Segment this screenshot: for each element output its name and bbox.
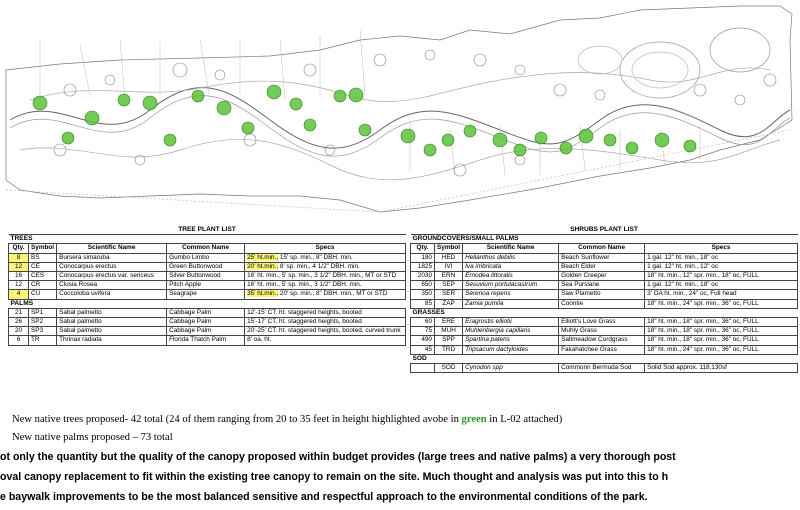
- section-label: TREES: [9, 235, 406, 244]
- table-title-row: [9, 226, 406, 235]
- qty-cell: 26: [9, 318, 29, 327]
- qty-cell: 20: [9, 327, 29, 336]
- height-highlight: 20' ht.min.,: [247, 262, 279, 270]
- table-row: [411, 290, 798, 299]
- column-header: Symbol: [29, 244, 57, 253]
- symbol-cell: TR: [29, 336, 57, 345]
- scientific-name-cell: Coccoloba uvifera: [57, 290, 167, 299]
- specs-cell: 35' ht.min., 20' sp. min., 8" DBH. min., MT or STD: [245, 290, 406, 299]
- qty-cell: 12: [9, 281, 29, 290]
- scientific-name-cell: Tripsacum dactyloides: [463, 345, 559, 354]
- symbol-cell: CR: [29, 281, 57, 290]
- qty-cell: 180: [411, 253, 435, 262]
- table-title-row: [411, 226, 798, 235]
- table-row: [411, 318, 798, 327]
- table-row: [9, 336, 406, 345]
- table-row: [9, 327, 406, 336]
- column-header: Scientific Name: [463, 244, 559, 253]
- common-name-cell: Sea Purslane: [559, 281, 645, 290]
- symbol-cell: SP2: [29, 318, 57, 327]
- table-row: [411, 272, 798, 281]
- qty-cell: 85: [411, 299, 435, 308]
- scientific-name-cell: Conocarpus erectus: [57, 262, 167, 271]
- shrubs-plant-list-table: [410, 226, 798, 373]
- specs-cell: 3' OA ht. min., 24" oc, Full head: [645, 290, 798, 299]
- section-row: [9, 299, 406, 308]
- symbol-cell: CU: [29, 290, 57, 299]
- common-name-cell: Muhly Grass: [559, 327, 645, 336]
- symbol-cell: SP1: [29, 308, 57, 317]
- height-highlight: 25' ht.min.,: [247, 253, 279, 261]
- scientific-name-cell: Sabal palmetto: [57, 327, 167, 336]
- qty-cell: 60: [411, 318, 435, 327]
- qty-cell: 21: [9, 308, 29, 317]
- scientific-name-cell: Ernodea littoralis: [463, 272, 559, 281]
- scientific-name-cell: Conocarpus erectus var. sericeus: [57, 272, 167, 281]
- symbol-cell: HED: [435, 253, 463, 262]
- summary-trees-text: New native trees proposed- 42 total (24 of them ranging from 20 to 35 feet in height highlighted avobe in: [12, 414, 462, 425]
- qty-cell: 490: [411, 336, 435, 345]
- scientific-name-cell: Sesuvium portulacastrum: [463, 281, 559, 290]
- symbol-cell: CES: [29, 272, 57, 281]
- table-row: [411, 364, 798, 373]
- tree-plant-list-table: [8, 226, 406, 346]
- specs-cell: 1 gal. 12" ht. min., 18" oc: [645, 253, 798, 262]
- scientific-name-cell: Bursera simaruba: [57, 253, 167, 262]
- scientific-name-cell: Clusia Rosea: [57, 281, 167, 290]
- table-row: [411, 262, 798, 271]
- summary-trees-line: [12, 414, 562, 425]
- section-row: [411, 308, 798, 317]
- symbol-cell: ZAP: [435, 299, 463, 308]
- paragraph-line-2: oval canopy replacement to fit within the existing tree canopy to remain on the site. Much thought and analysis was put into this to h: [0, 471, 669, 483]
- specs-cell: 20'-25' CT. ht. staggered heights, booted, curved trunk: [245, 327, 406, 336]
- section-label: PALMS: [9, 299, 406, 308]
- common-name-cell: Beach Sunflower: [559, 253, 645, 262]
- common-name-cell: Commonn Bermuda Sod: [559, 364, 645, 373]
- table-row: [9, 272, 406, 281]
- specs-cell: 8' oa. ht.: [245, 336, 406, 345]
- scientific-name-cell: Spartina patens: [463, 336, 559, 345]
- symbol-cell: SOD: [435, 364, 463, 373]
- symbol-cell: SEP: [435, 281, 463, 290]
- common-name-cell: Beach Elder: [559, 262, 645, 271]
- table-row: [9, 290, 406, 299]
- section-label: SOD: [411, 354, 798, 363]
- common-name-cell: Cabbage Palm: [167, 308, 245, 317]
- column-header-row: [411, 244, 798, 253]
- qty-cell: 350: [411, 290, 435, 299]
- qty-cell: 8: [9, 253, 29, 262]
- column-header: Symbol: [435, 244, 463, 253]
- symbol-cell: IVI: [435, 262, 463, 271]
- height-highlight: 35' ht.min.,: [247, 290, 279, 298]
- specs-cell: 25' ht.min., 15' sp. min., 8" DBH. min.: [245, 253, 406, 262]
- common-name-cell: Coontie: [559, 299, 645, 308]
- specs-cell: Solid Sod approx. 118,130sf: [645, 364, 798, 373]
- qty-cell: [411, 364, 435, 373]
- qty-cell: 6: [9, 336, 29, 345]
- column-header: Qty.: [411, 244, 435, 253]
- scientific-name-cell: Eragrostis elliotii: [463, 318, 559, 327]
- symbol-cell: MUH: [435, 327, 463, 336]
- common-name-cell: Pitch Apple: [167, 281, 245, 290]
- table-title: TREE PLANT LIST: [178, 226, 236, 233]
- section-row: [9, 235, 406, 244]
- table-row: [9, 308, 406, 317]
- symbol-cell: ERN: [435, 272, 463, 281]
- specs-cell: 18" ht. min., 18" spr. min., 36" oc, FULL: [645, 318, 798, 327]
- qty-cell: 2030: [411, 272, 435, 281]
- symbol-cell: BS: [29, 253, 57, 262]
- qty-cell: 1825: [411, 262, 435, 271]
- table-row: [411, 336, 798, 345]
- column-header-row: [9, 244, 406, 253]
- scientific-name-cell: Helianthus debilis: [463, 253, 559, 262]
- specs-cell: 18" ht. min., 24" spr. min., 36" oc, FULL: [645, 299, 798, 308]
- table-row: [9, 318, 406, 327]
- symbol-cell: SP3: [29, 327, 57, 336]
- scientific-name-cell: Cynodon spp: [463, 364, 559, 373]
- qty-cell: 650: [411, 281, 435, 290]
- common-name-cell: Saw Plametto: [559, 290, 645, 299]
- table-row: [9, 281, 406, 290]
- summary-palms-line: New native palms proposed – 73 total: [12, 432, 173, 443]
- summary-trees-tail: in L-02 attached): [486, 414, 563, 425]
- common-name-cell: Green Buttonwood: [167, 262, 245, 271]
- table-row: [411, 281, 798, 290]
- specs-cell: 1 gal. 12" ht. min., 12" oc: [645, 262, 798, 271]
- common-name-cell: Seagrape: [167, 290, 245, 299]
- paragraph-line-3: e baywalk improvements to be the most balanced sensitive and respectful approach to the environmental conditions of the park.: [0, 491, 648, 503]
- qty-cell: 45: [411, 345, 435, 354]
- specs-cell: 12'-15' CT. ht. staggered heights, booted: [245, 308, 406, 317]
- column-header: Common Name: [559, 244, 645, 253]
- section-label: GRASSES: [411, 308, 798, 317]
- specs-cell: 16' ht. min., 5' sp. min., 3 1/2" DBH. min.: [245, 281, 406, 290]
- column-header: Common Name: [167, 244, 245, 253]
- summary-green-word: green: [461, 414, 487, 425]
- table-row: [9, 253, 406, 262]
- scientific-name-cell: Thrinax radiata: [57, 336, 167, 345]
- table-row: [411, 345, 798, 354]
- scientific-name-cell: Muhlenbergia capillaris: [463, 327, 559, 336]
- site-plan-drawing: [0, 0, 800, 222]
- symbol-cell: SPP: [435, 336, 463, 345]
- common-name-cell: Silver Buttonwood: [167, 272, 245, 281]
- specs-cell: 15'-17' CT. ht. staggered heights, booted: [245, 318, 406, 327]
- specs-cell: 20' ht.min., 8' sp. min., 4 1/2" DBH. min.: [245, 262, 406, 271]
- scientific-name-cell: Sabal palmetto: [57, 308, 167, 317]
- specs-cell: 18" ht. min., 18" spr. min., 36" oc, FULL: [645, 327, 798, 336]
- section-row: [411, 235, 798, 244]
- column-header: Scientific Name: [57, 244, 167, 253]
- table-row: [411, 299, 798, 308]
- common-name-cell: Cabbage Palm: [167, 327, 245, 336]
- specs-cell: 18" ht. min., 12" spr. min., 18" oc, FULL: [645, 272, 798, 281]
- scientific-name-cell: Sabal palmetto: [57, 318, 167, 327]
- scientific-name-cell: Serenoa repens: [463, 290, 559, 299]
- common-name-cell: Golden Creeper: [559, 272, 645, 281]
- scientific-name-cell: Iva imbricata: [463, 262, 559, 271]
- common-name-cell: Elliott's Love Grass: [559, 318, 645, 327]
- table-row: [411, 327, 798, 336]
- table-row: [411, 253, 798, 262]
- common-name-cell: Fakahatchee Grass: [559, 345, 645, 354]
- common-name-cell: Saltmeadow Cordgrass: [559, 336, 645, 345]
- table-row: [9, 262, 406, 271]
- common-name-cell: Gumbo Limbo: [167, 253, 245, 262]
- column-header: Qty.: [9, 244, 29, 253]
- qty-cell: 12: [9, 262, 29, 271]
- specs-cell: 18" ht. min., 18" spr. min., 36" oc, FULL: [645, 336, 798, 345]
- specs-cell: 16' ht. min., 5' sp. min., 3 1/2" DBH. min., MT or STD: [245, 272, 406, 281]
- qty-cell: 75: [411, 327, 435, 336]
- section-row: [411, 354, 798, 363]
- paragraph-line-1: ot only the quantity but the quality of the canopy proposed within budget provides (large trees and native palms) a very thorough post: [0, 451, 676, 463]
- symbol-cell: ERE: [435, 318, 463, 327]
- common-name-cell: Florida Thatch Palm: [167, 336, 245, 345]
- symbol-cell: SER: [435, 290, 463, 299]
- qty-cell: 16: [9, 272, 29, 281]
- scientific-name-cell: Zamia pumila: [463, 299, 559, 308]
- qty-cell: 4: [9, 290, 29, 299]
- specs-cell: 18" ht. min., 24" spr. min., 36" oc, FULL: [645, 345, 798, 354]
- column-header: Specs: [645, 244, 798, 253]
- specs-cell: 1 gal. 12" ht. min., 18" oc: [645, 281, 798, 290]
- symbol-cell: CE: [29, 262, 57, 271]
- common-name-cell: Cabbage Palm: [167, 318, 245, 327]
- column-header: Specs: [245, 244, 406, 253]
- table-title: SHRUBS PLANT LIST: [570, 226, 638, 233]
- symbol-cell: TRD: [435, 345, 463, 354]
- section-label: GROUNDCOVERS/SMALL PALMS: [411, 235, 798, 244]
